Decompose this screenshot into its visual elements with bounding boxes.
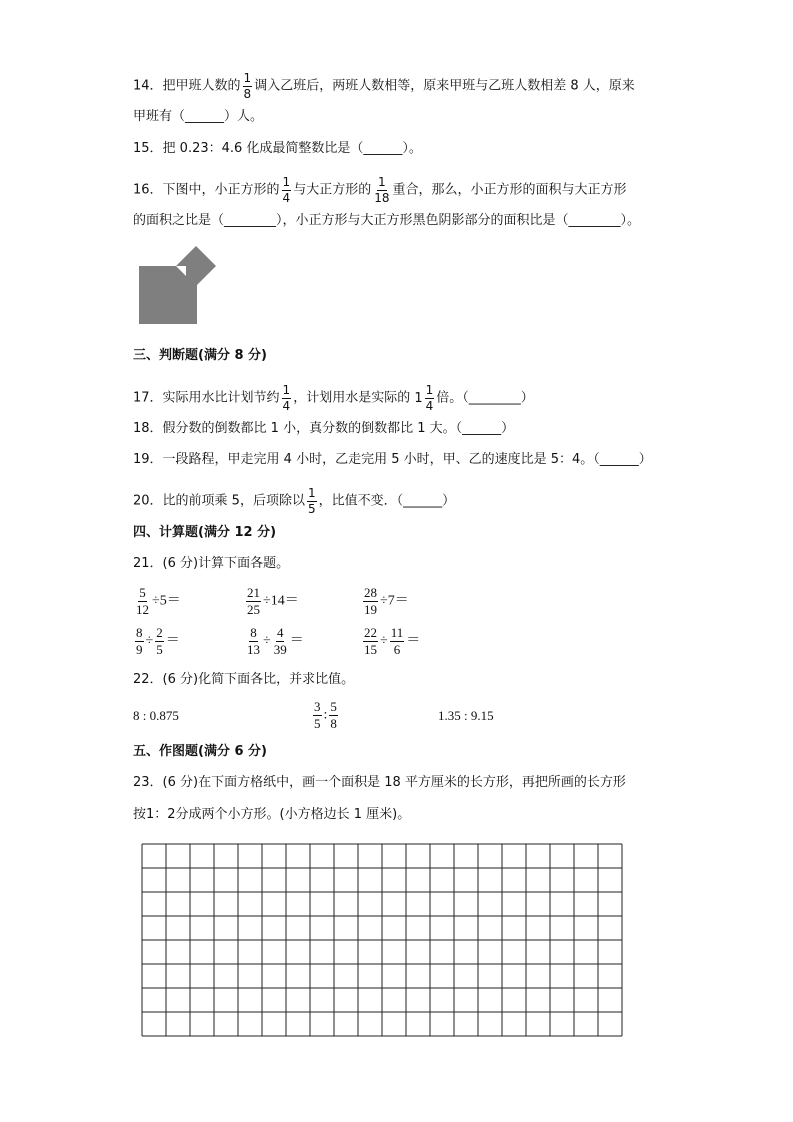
grid-paper[interactable]	[141, 843, 623, 1043]
question-14	[133, 72, 635, 100]
q16-fraction-1: $\frac{1}{4}$	[282, 175, 291, 205]
q16-line2: 的面积之比是（________），小正方形与大正方形黑色阴影部分的面积比是（________）。	[133, 213, 641, 228]
question-23-line2: 按1：2分成两个小方形。(小方格边长 1 厘米)。	[133, 807, 411, 822]
q14-line2: 甲班有（______）人。	[133, 109, 264, 124]
question-18: 18．假分数的倒数都比 1 小，真分数的倒数都比 1 大。（______）	[133, 421, 515, 436]
question-15: 15．把 0.23：4.6 化成最简整数比是（______）。	[133, 141, 422, 156]
q14-fraction: $\frac{1}{8}$	[243, 71, 252, 101]
question-16	[133, 176, 627, 204]
calc-item-6: $\frac{22}{15}$ ÷ $\frac{11}{6}$ ＝	[364, 625, 421, 657]
q17-text-part2: ，计划用水是实际的	[293, 390, 415, 406]
question-20	[133, 487, 455, 515]
section-4-title: 四、计算题(满分 12 分)	[133, 525, 277, 540]
q16-text-part3: 重合，那么，小正方形的面积与大正方形	[392, 182, 627, 198]
squares-figure	[136, 244, 222, 328]
q16-text-part1: 16．下图中，小正方形的	[133, 182, 280, 198]
calc-item-2: $\frac{21}{25}$ ÷14＝	[247, 585, 299, 617]
calc-item-5: $\frac{8}{13}$ ÷ $\frac{4}{39}$ ＝	[247, 625, 304, 657]
q20-text-part2: ，比值不变．（______）	[318, 493, 456, 509]
q20-text-part1: 20．比的前项乘 5，后项除以	[133, 493, 305, 509]
q14-text-part2: 调入乙班后，两班人数相等，原来甲班与乙班人数相差 8 人，原来	[254, 78, 635, 94]
ratio-3: 1.35 : 9.15	[438, 708, 494, 723]
ratio-1: 8 : 0.875	[133, 708, 179, 723]
calc-item-3: $\frac{28}{19}$ ÷7＝	[364, 585, 409, 617]
question-22: 22．(6 分)化简下面各比，并求比值。	[133, 672, 355, 687]
calc-item-1: $\frac{5}{12}$ ÷5＝	[136, 585, 181, 617]
section-5-title: 五、作图题(满分 6 分)	[133, 744, 267, 759]
q17-text-part1: 17．实际用水比计划节约	[133, 390, 280, 406]
question-23-line1: 23．(6 分)在下面方格纸中，画一个面积是 18 平方厘米的长方形，再把所画的长方形	[133, 775, 626, 790]
q17-fraction: $\frac{1}{4}$	[282, 383, 291, 413]
q17-mixed-number: 1 $\frac{1}{4}$	[414, 383, 434, 413]
question-19: 19．一段路程，甲走完用 4 小时，乙走完用 5 小时，甲、乙的速度比是 5：4。（______）	[133, 452, 652, 467]
question-21: 21．(6 分)计算下面各题。	[133, 556, 290, 571]
q14-text-part1: 14．把甲班人数的	[133, 78, 241, 94]
q17-text-part3: 倍。（________）	[436, 390, 534, 406]
q20-fraction: $\frac{1}{5}$	[307, 486, 316, 516]
question-17	[133, 384, 534, 412]
calc-item-4: $\frac{8}{9}$ ÷ $\frac{2}{5}$ ＝	[136, 625, 180, 657]
q16-fraction-2: $\frac{1}{18}$	[374, 175, 390, 205]
q16-text-part2: 与大正方形的	[293, 182, 372, 198]
ratio-2: $\frac{3}{5}$ : $\frac{5}{8}$	[314, 699, 337, 731]
section-3-title: 三、判断题(满分 8 分)	[133, 348, 267, 363]
